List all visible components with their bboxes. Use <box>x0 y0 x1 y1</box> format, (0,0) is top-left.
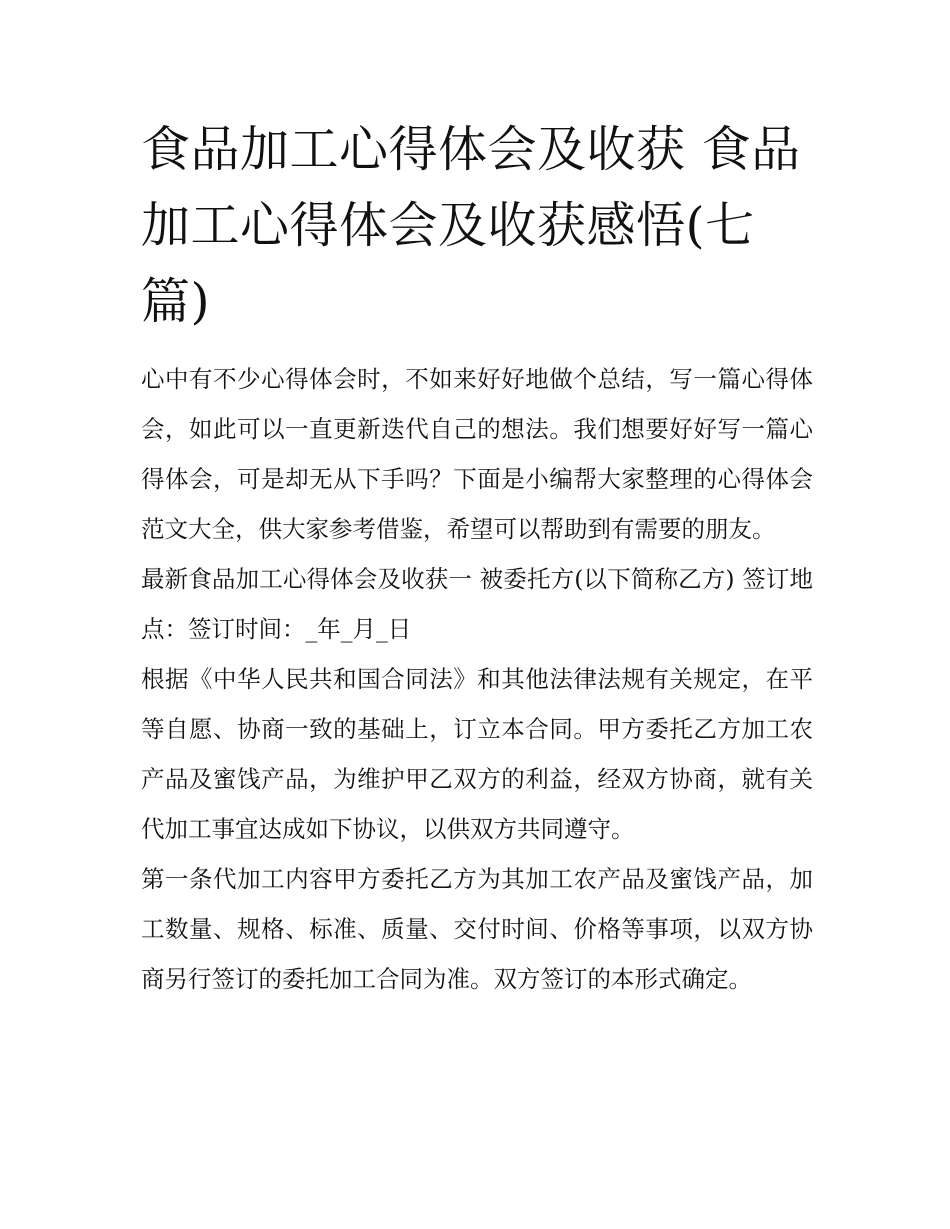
document-page <box>141 112 813 1004</box>
paragraph-contract-header: 最新食品加工心得体会及收获一 被委托方(以下简称乙方) 签订地点：签订时间：_年_月_日 <box>141 565 813 643</box>
document-title: 食品加工心得体会及收获 食品加工心得体会及收获感悟(七篇) <box>141 121 801 330</box>
paragraph-intro: 心中有不少心得体会时，不如来好好地做个总结，写一篇心得体会，如此可以一直更新迭代自己的想法。我们想要好好写一篇心得体会，可是却无从下手吗？下面是小编帮大家整理的心得体会范文大全，供大家参考借鉴，希望可以帮助到有需要的朋友。 <box>141 365 813 543</box>
paragraph-article-one: 第一条代加工内容甲方委托乙方为其加工农产品及蜜饯产品，加工数量、规格、标准、质量、交付时间、价格等事项，以双方协商另行签订的委托加工合同为准。双方签订的本形式确定。 <box>141 865 813 993</box>
paragraph-contract-basis: 根据《中华人民共和国合同法》和其他法律法规有关规定，在平等自愿、协商一致的基础上，订立本合同。甲方委托乙方加工农产品及蜜饯产品，为维护甲乙双方的利益，经双方协商，就有关代加工事宜达成如下协议，以供双方共同遵守。 <box>141 665 813 843</box>
